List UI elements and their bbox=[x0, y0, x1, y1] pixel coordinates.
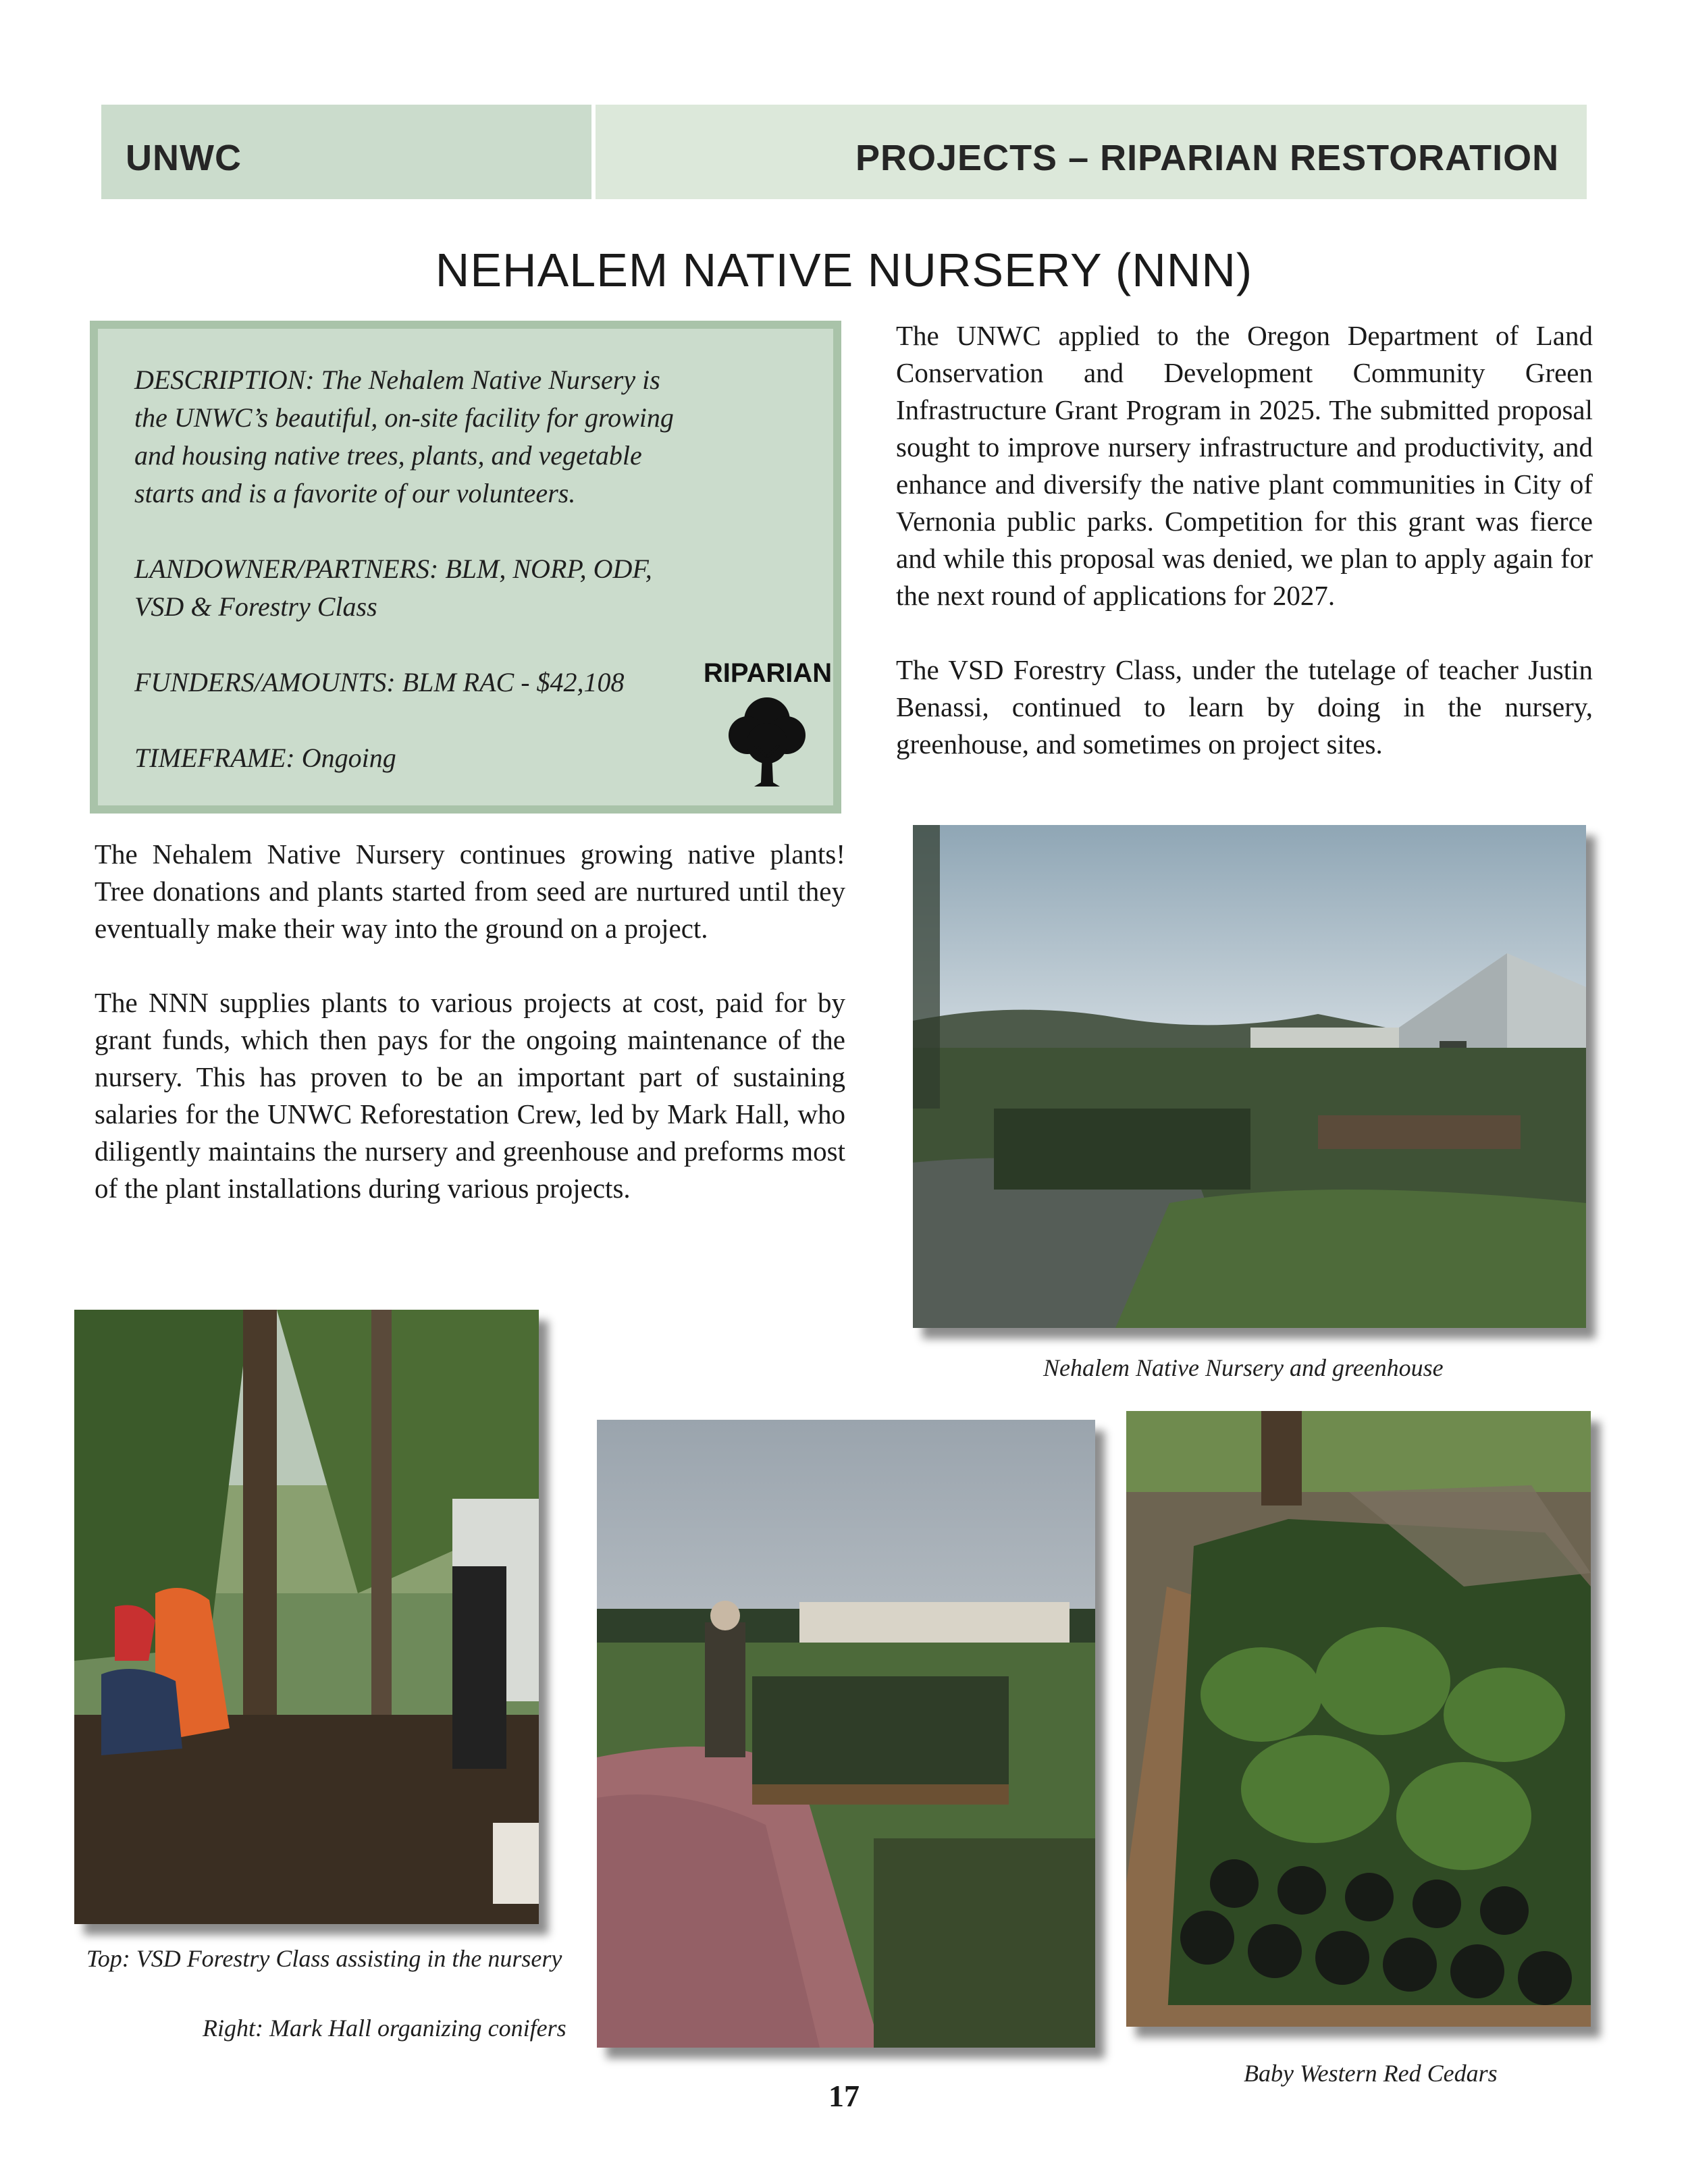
timeframe-paragraph: TIMEFRAME: Ongoing bbox=[134, 743, 396, 773]
description-paragraph: DESCRIPTION: The Nehalem Native Nursery is the UNWC’s beautiful, on-site facility for growing and housing native trees, plants, and vegetable starts and is a favorite of our volunteers. bbox=[134, 365, 674, 508]
right-paragraph-1: The UNWC applied to the Oregon Department of Land Conservation and Development Community Green Infrastructure Grant Program in 2025. The submitted proposal sought to improve nursery infrastructure and productivity, and enhance and diversify the native plant communities in City of Vernonia public parks. Competition for this grant was fierce and while this proposal was denied, we plan to apply again for the next round of applications for 2027. bbox=[896, 320, 1593, 611]
description-box bbox=[90, 321, 841, 814]
right-column-text bbox=[896, 317, 1593, 800]
photo-forestry-class bbox=[74, 1310, 539, 1924]
left-column-text bbox=[95, 836, 845, 1244]
page-title: NEHALEM NATIVE NURSERY (NNN) bbox=[435, 244, 1253, 296]
funders-paragraph: FUNDERS/AMOUNTS: BLM RAC - $42,108 bbox=[134, 667, 625, 697]
header-right-band bbox=[596, 105, 1587, 199]
description-text bbox=[134, 361, 675, 777]
caption-greenhouse: Nehalem Native Nursery and greenhouse bbox=[1043, 1354, 1444, 1381]
right-paragraph-2: The VSD Forestry Class, under the tutelage of teacher Justin Benassi, continued to learn by doing in the nursery, greenhouse, and sometimes on project sites. bbox=[896, 654, 1593, 760]
left-paragraph-1: The Nehalem Native Nursery continues growing native plants! Tree donations and plants started from seed are nurtured until they eventually make their way into the ground on a project. bbox=[95, 838, 845, 944]
caption-mark-hall: Right: Mark Hall organizing conifers bbox=[203, 2015, 566, 2042]
header-org: UNWC bbox=[126, 138, 242, 178]
tree-icon bbox=[727, 693, 807, 788]
partners-paragraph: LANDOWNER/PARTNERS: BLM, NORP, ODF, VSD & Forestry Class bbox=[134, 554, 652, 622]
header-left-band bbox=[101, 105, 591, 199]
left-paragraph-2: The NNN supplies plants to various projects at cost, paid for by grant funds, which then pays for the ongoing maintenance of the nursery. This has proven to be an important part of sustaining salaries for the UNWC Reforestation Crew, led by Mark Hall, who diligently maintains the nursery and greenhouse and preforms most of the plant installations during various projects. bbox=[95, 987, 845, 1204]
photo-western-red-cedars bbox=[1126, 1411, 1591, 2027]
caption-cedars: Baby Western Red Cedars bbox=[1244, 2060, 1498, 2087]
riparian-tag: RIPARIAN bbox=[703, 658, 833, 688]
photo-mark-hall bbox=[597, 1420, 1095, 2048]
header-section: PROJECTS – RIPARIAN RESTORATION bbox=[855, 138, 1560, 178]
page-number: 17 bbox=[828, 2079, 860, 2113]
caption-forestry-class: Top: VSD Forestry Class assisting in the nursery bbox=[86, 1945, 562, 1972]
page-header bbox=[101, 105, 1587, 199]
photo-nursery-greenhouse bbox=[913, 825, 1586, 1328]
